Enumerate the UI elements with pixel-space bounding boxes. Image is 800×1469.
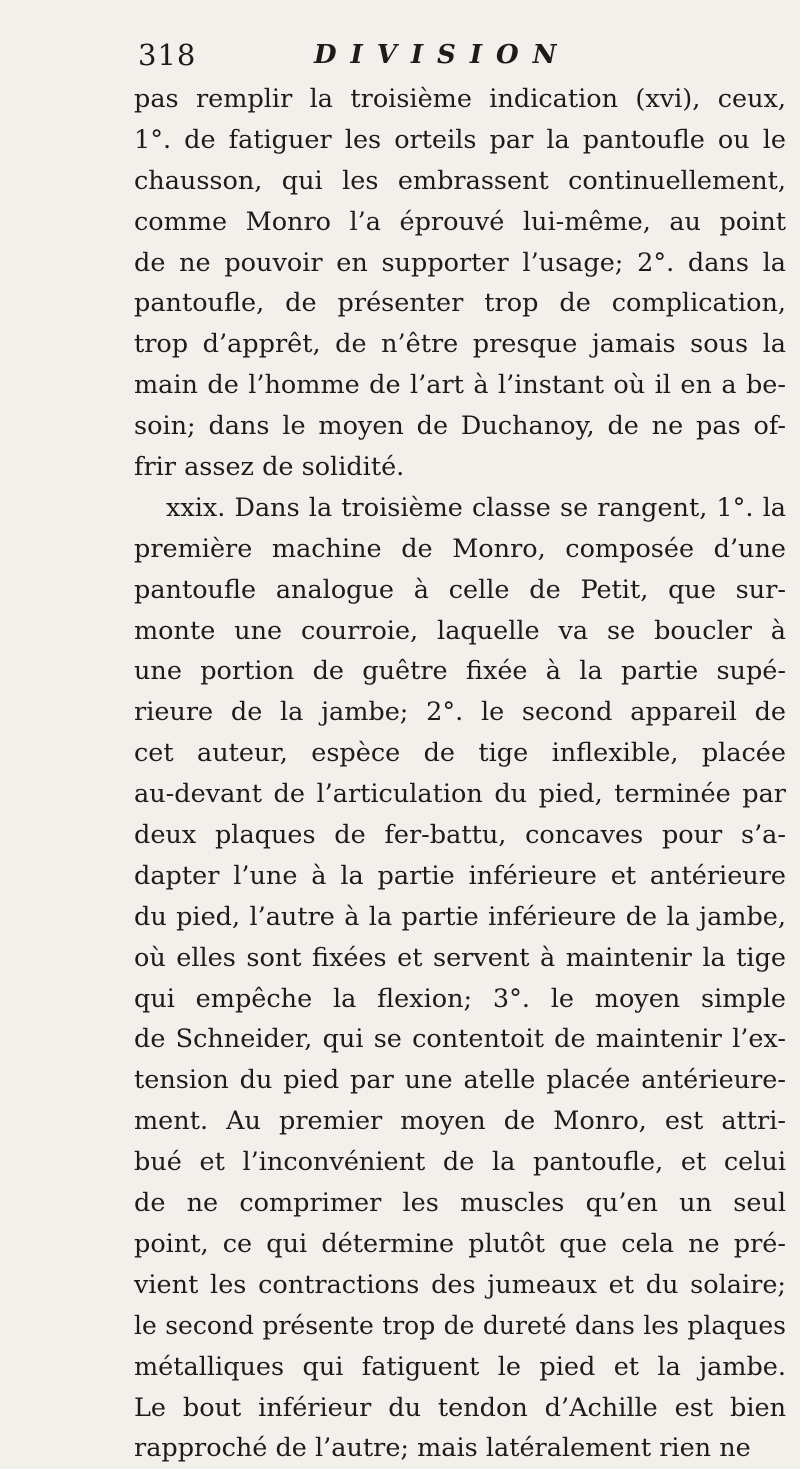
text-line: deux plaques de fer-battu, concaves pour s’a- xyxy=(134,820,786,851)
text-line: qui empêche la flexion; 3°. le moyen simple xyxy=(134,983,786,1014)
text-line: bué et l’inconvénient de la pantoufle, et celui xyxy=(134,1147,786,1178)
text-line: ment. Au premier moyen de Monro, est attri- xyxy=(134,1106,786,1137)
text-line: point, ce qui détermine plutôt que cela ne pré- xyxy=(134,1228,786,1259)
text-line: une portion de guêtre fixée à la partie supé- xyxy=(134,656,786,687)
text-line: vient les contractions des jumeaux et du solaire; xyxy=(134,1269,786,1300)
text-line: pas remplir la troisième indication (xvi), ceux, xyxy=(134,84,786,114)
text-line: le second présente trop de dureté dans les plaques xyxy=(134,1310,786,1340)
text-line: xxix. Dans la troisième classe se rangent, 1°. la xyxy=(166,492,786,523)
text-line: tension du pied par une atelle placée antérieure- xyxy=(134,1065,786,1096)
text-line: métalliques qui fatiguent le pied et la jambe. xyxy=(134,1351,786,1382)
text-line: monte une courroie, laquelle va se boucler à xyxy=(134,615,786,646)
page-header xyxy=(134,38,774,78)
text-line: rieure de la jambe; 2°. le second appareil de xyxy=(134,697,786,728)
page-number: 318 xyxy=(138,38,197,72)
text-line: pantoufle analogue à celle de Petit, que sur- xyxy=(134,574,786,605)
text-line: pantoufle, de présenter trop de complication, xyxy=(134,288,786,319)
text-line: du pied, l’autre à la partie inférieure de la jambe, xyxy=(134,901,786,932)
running-head: DIVISION xyxy=(314,40,571,70)
text-line: main de l’homme de l’art à l’instant où il en a be- xyxy=(134,370,786,401)
text-line: dapter l’une à la partie inférieure et antérieure xyxy=(134,860,786,891)
text-line: chausson, qui les embrassent continuellement, xyxy=(134,165,786,196)
text-line: 1°. de fatiguer les orteils par la pantoufle ou le xyxy=(134,124,786,155)
text-line: au-devant de l’articulation du pied, terminée par xyxy=(134,779,786,810)
text-line: soin; dans le moyen de Duchanoy, de ne pas of- xyxy=(134,411,786,442)
text-line: trop d’apprêt, de n’être presque jamais sous la xyxy=(134,329,786,360)
text-line: Le bout inférieur du tendon d’Achille est bien xyxy=(134,1392,786,1423)
text-line: de Schneider, qui se contentoit de maintenir l’ex- xyxy=(134,1024,786,1055)
text-line: cet auteur, espèce de tige inflexible, placée xyxy=(134,738,786,769)
text-line: où elles sont fixées et servent à maintenir la tige xyxy=(134,942,786,973)
text-line: rapproché de l’autre; mais latéralement rien ne xyxy=(134,1433,751,1464)
text-line: frir assez de solidité. xyxy=(134,452,405,483)
body-text xyxy=(134,79,786,1469)
text-line: comme Monro l’a éprouvé lui-même, au point xyxy=(134,206,786,237)
text-line: première machine de Monro, composée d’une xyxy=(134,533,786,564)
text-line: de ne comprimer les muscles qu’en un seul xyxy=(134,1188,786,1219)
text-line: de ne pouvoir en supporter l’usage; 2°. dans la xyxy=(134,247,786,278)
